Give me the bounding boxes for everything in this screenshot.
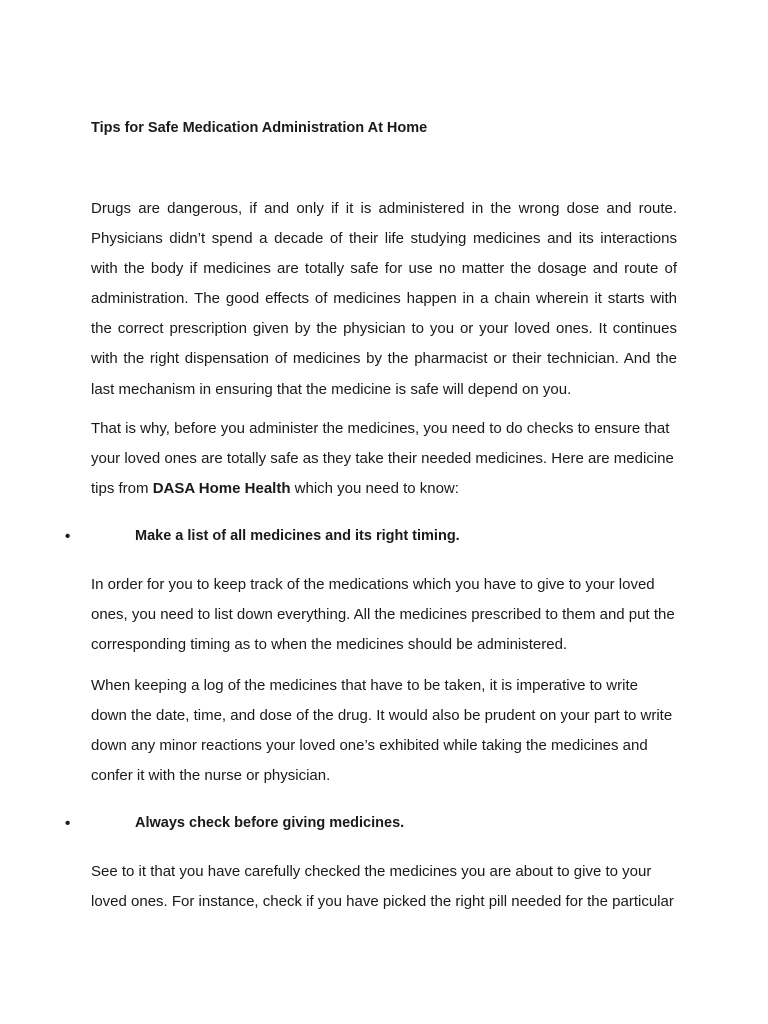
text-line [91, 474, 677, 504]
intro-paragraph [91, 194, 677, 405]
check-medicines-paragraph [91, 857, 677, 917]
text-line: See to it that you have carefully checked the medicines you are about to give to your [91, 863, 652, 880]
text-line: Physicians didn’t spend a decade of their life studying medicines and its interactions [91, 230, 677, 248]
text-line: That is why, before you administer the medicines, you need to do checks to ensure that [91, 420, 670, 437]
document-title: Tips for Safe Medication Administration At Home [91, 120, 428, 136]
text-line: When keeping a log of the medicines that have to be taken, it is imperative to write [91, 677, 638, 694]
text-segment: tips from [91, 480, 153, 498]
text-line: In order for you to keep track of the medications which you have to give to your loved [91, 576, 655, 593]
text-line: with the right dispensation of medicines by the pharmacist or their technician. And the [91, 350, 677, 368]
bullet-heading-medicine-list [65, 528, 685, 552]
bullet-heading-text: Make a list of all medicines and its right timing. [135, 528, 460, 544]
text-line: loved ones. For instance, check if you have picked the right pill needed for the particular [91, 893, 674, 911]
bullet-heading-check-medicines [65, 815, 685, 839]
brand-name: DASA Home Health [152, 480, 291, 498]
why-paragraph [91, 414, 677, 504]
text-line: corresponding timing as to when the medicines should be administered. [91, 636, 568, 654]
bullet-marker: • [65, 815, 71, 832]
medicine-log-paragraph [91, 671, 677, 791]
text-line: the correct prescription given by the physician to you or your loved ones. It continues [91, 320, 677, 338]
text-line: with the body if medicines are totally safe for use no matter the dosage and route of [91, 260, 677, 278]
text-line: down any minor reactions your loved one’s exhibited while taking the medicines and [91, 737, 648, 755]
text-line: ones, you need to list down everything. All the medicines prescribed to them and put the [91, 606, 675, 624]
text-line: administration. The good effects of medicines happen in a chain wherein it starts with [91, 290, 677, 308]
text-segment: which you need to know: [290, 480, 459, 498]
bullet-heading-text: Always check before giving medicines. [135, 815, 405, 831]
text-line: your loved ones are totally safe as they take their needed medicines. Here are medicine [91, 450, 674, 468]
medicine-list-paragraph [91, 570, 677, 660]
text-line: down the date, time, and dose of the drug. It would also be prudent on your part to write [91, 707, 673, 725]
text-line: confer it with the nurse or physician. [91, 767, 331, 785]
bullet-marker: • [65, 528, 71, 545]
text-line: Drugs are dangerous, if and only if it is administered in the wrong dose and route. [91, 200, 677, 217]
text-line: last mechanism in ensuring that the medicine is safe will depend on you. [91, 380, 572, 398]
